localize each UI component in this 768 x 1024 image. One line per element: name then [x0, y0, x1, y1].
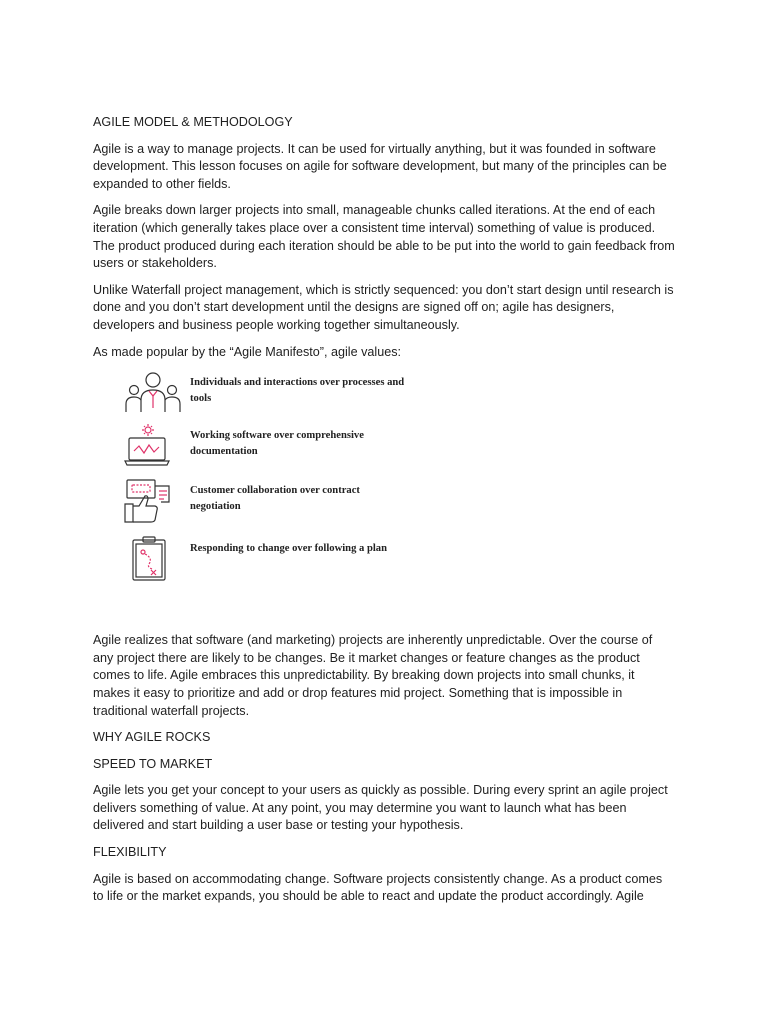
- why-agile-heading: WHY AGILE ROCKS: [93, 730, 211, 745]
- intro-paragraph-4: As made popular by the “Agile Manifesto”, agile values:: [93, 344, 402, 359]
- value-text-working-software: Working software over comprehensive documentation: [190, 430, 364, 458]
- value-row-working-software: [123, 423, 453, 473]
- clipboard-plan-icon: [123, 536, 183, 582]
- team-icon: [123, 370, 183, 416]
- intro-paragraph-3: Unlike Waterfall project management, which is strictly sequenced: you don’t start design until research is done and you don’t start development until the designs are signed off on; agile has designers, developers and business people working together simultaneously.: [93, 282, 674, 332]
- unpredictability-paragraph: Agile realizes that software (and marketing) projects are inherently unpredictable. Over the course of any project there are likely to be changes. Be it market changes or feature changes as the product comes to life. Agile embraces this unpredictability. By breaking down projects into small chunks, it makes it easy to prioritize and add or drop features mid project. Something that is impossible in traditional waterfall projects.: [93, 633, 653, 718]
- value-text-responding-to-change: Responding to change over following a plan: [190, 543, 387, 555]
- collaboration-thumbs-up-icon: [123, 478, 183, 524]
- intro-paragraph-2: Agile breaks down larger projects into small, manageable chunks called iterations. At the end of each iteration (which generally takes place over a consistent time interval) something of value is produced. The product produced during each iteration should be able to be put into the world to gain feedback from users or stakeholders.: [93, 203, 675, 271]
- value-row-individuals: [123, 370, 453, 420]
- speed-to-market-heading: SPEED TO MARKET: [93, 756, 213, 771]
- speed-to-market-paragraph: Agile lets you get your concept to your users as quickly as possible. During every sprint an agile project delivers something of value. At any point, you may determine you want to launch what has been delivered and start building a user base or testing your hypothesis.: [93, 783, 668, 833]
- value-text-individuals: Individuals and interactions over processes and tools: [190, 377, 405, 405]
- figure-spacer: [93, 598, 675, 632]
- flexibility-paragraph: Agile is based on accommodating change. Software projects consistently change. As a product comes to life or the market expands, you should be able to react and update the product accordingly. Agile: [93, 871, 663, 904]
- intro-paragraph-1: Agile is a way to manage projects. It can be used for virtually anything, but it was founded in software development. This lesson focuses on agile for software development, but many of the principles can be expanded to other fields.: [93, 141, 667, 191]
- value-row-responding-to-change: [123, 536, 453, 586]
- value-row-customer-collaboration: [123, 478, 453, 528]
- value-text-customer-collaboration: Customer collaboration over contract negotiation: [190, 485, 360, 513]
- agile-values-figure: [123, 370, 443, 598]
- flexibility-heading: FLEXIBILITY: [93, 845, 167, 860]
- document-title: AGILE MODEL & METHODOLOGY: [93, 115, 293, 129]
- laptop-gear-icon: [123, 423, 183, 469]
